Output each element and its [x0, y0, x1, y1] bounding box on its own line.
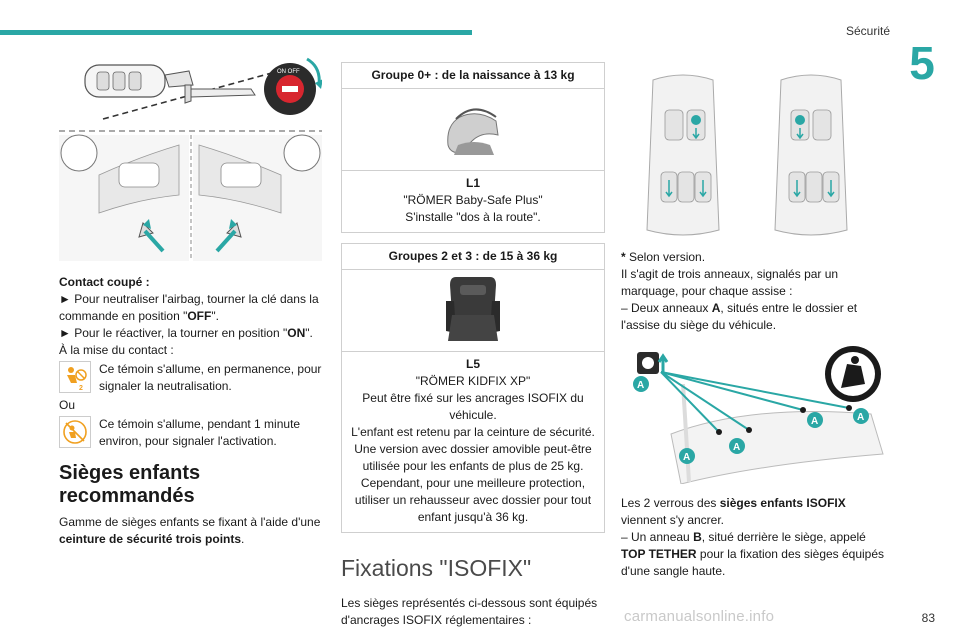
seat-group-card-2	[341, 243, 605, 533]
car-outline-right-icon	[775, 75, 847, 235]
baby-seat-icon	[438, 95, 508, 165]
seat-description: Peut être fixé sur les ancrages ISOFIX du véhicule. L'enfant est retenu par la ceinture de sécurité. Une version avec dossier amovible peut-être utilisée pour les enfants de plus de 25 kg. Cependant, pour une meilleure protection, utiliser un rehausseur avec dossier pour tout enfant jusqu'à 36 kg.	[351, 391, 595, 524]
booster-seat-icon	[438, 273, 508, 349]
seat-model-name: "RÖMER KIDFIX XP"	[415, 374, 531, 388]
page-number: 83	[921, 611, 935, 625]
column-right	[621, 70, 885, 580]
anchor-label-a: A	[683, 452, 691, 463]
seat-code: L5	[465, 357, 480, 371]
isofix-anchors-illustration	[621, 344, 885, 484]
neutralize-instruction: ► Pour neutraliser l'airbag, tourner la clé dans la commande en position "OFF".	[59, 292, 319, 323]
or-text: Ou	[59, 398, 76, 412]
dashboard-right-icon	[193, 135, 322, 261]
seat-description: S'installe "dos à la route".	[405, 210, 541, 224]
column-left	[59, 45, 322, 548]
airbag-off-warning-icon	[59, 361, 91, 393]
top-tether-icon	[637, 352, 667, 374]
car-outline-left-icon	[647, 75, 719, 235]
isofix-intro: Les sièges représentés ci-dessous sont équipés d'ancrages ISOFIX réglementaires :	[341, 596, 598, 627]
warning-text-1: Ce témoin s'allume, en permanence, pour signaler la neutralisation.	[99, 362, 322, 393]
seat-group-heading: Groupes 2 et 3 : de 15 à 36 kg	[342, 244, 604, 270]
contact-heading: Contact coupé :	[59, 275, 150, 289]
isofix-locks-text: Les 2 verrous des sièges enfants ISOFIX viennent s'y ancrer.	[621, 496, 846, 527]
isofix-heading: Fixations "ISOFIX"	[341, 555, 532, 581]
watermark-text: carmanualsonline.info	[624, 608, 775, 625]
warning-row-1	[59, 361, 322, 395]
airbag-key-illustration	[59, 45, 322, 263]
chapter-number: 5	[909, 37, 935, 89]
anchor-label-a: A	[637, 380, 645, 391]
version-note: * Selon version.	[621, 250, 706, 264]
warning-text-2: Ce témoin s'allume, pendant 1 minute environ, pour signaler l'activation.	[99, 417, 301, 448]
rings-description: Il s'agit de trois anneaux, signalés par un marquage, pour chaque assise :	[621, 267, 839, 298]
seat-model-name: "RÖMER Baby-Safe Plus"	[403, 193, 543, 207]
isofix-car-top-view	[621, 70, 885, 240]
child-seats-intro: Gamme de sièges enfants se fixant à l'aide d'une ceinture de sécurité trois points.	[59, 515, 321, 546]
svg-text:2: 2	[79, 385, 83, 392]
svg-text:ON OFF: ON OFF	[277, 69, 300, 75]
airbag-on-warning-icon	[59, 416, 91, 448]
anchor-label-a: A	[733, 442, 741, 453]
warning-row-2	[59, 416, 322, 450]
dashboard-left-icon	[59, 135, 189, 261]
seat-group-card-1	[341, 62, 605, 233]
anchor-label-a: A	[857, 412, 865, 423]
rings-a-description: – Deux anneaux A, situés entre le dossier et l'assise du siège du véhicule.	[621, 301, 858, 332]
ignition-text: À la mise du contact :	[59, 343, 174, 357]
child-seats-heading: Sièges enfants recommandés	[59, 462, 201, 507]
anchor-label-a: A	[811, 416, 819, 427]
reactivate-instruction: ► Pour le réactiver, la tourner en position "ON".	[59, 326, 313, 340]
isofix-logo-icon	[825, 346, 881, 402]
seat-code: L1	[465, 176, 480, 190]
header-accent-bar	[0, 30, 472, 35]
top-tether-text: – Un anneau B, situé derrière le siège, appelé TOP TETHER pour la fixation des sièges équipés d'une sangle haute.	[621, 530, 885, 578]
section-title: Sécurité	[845, 24, 890, 38]
column-middle	[341, 62, 605, 629]
seat-group-heading: Groupe 0+ : de la naissance à 13 kg	[342, 63, 604, 89]
